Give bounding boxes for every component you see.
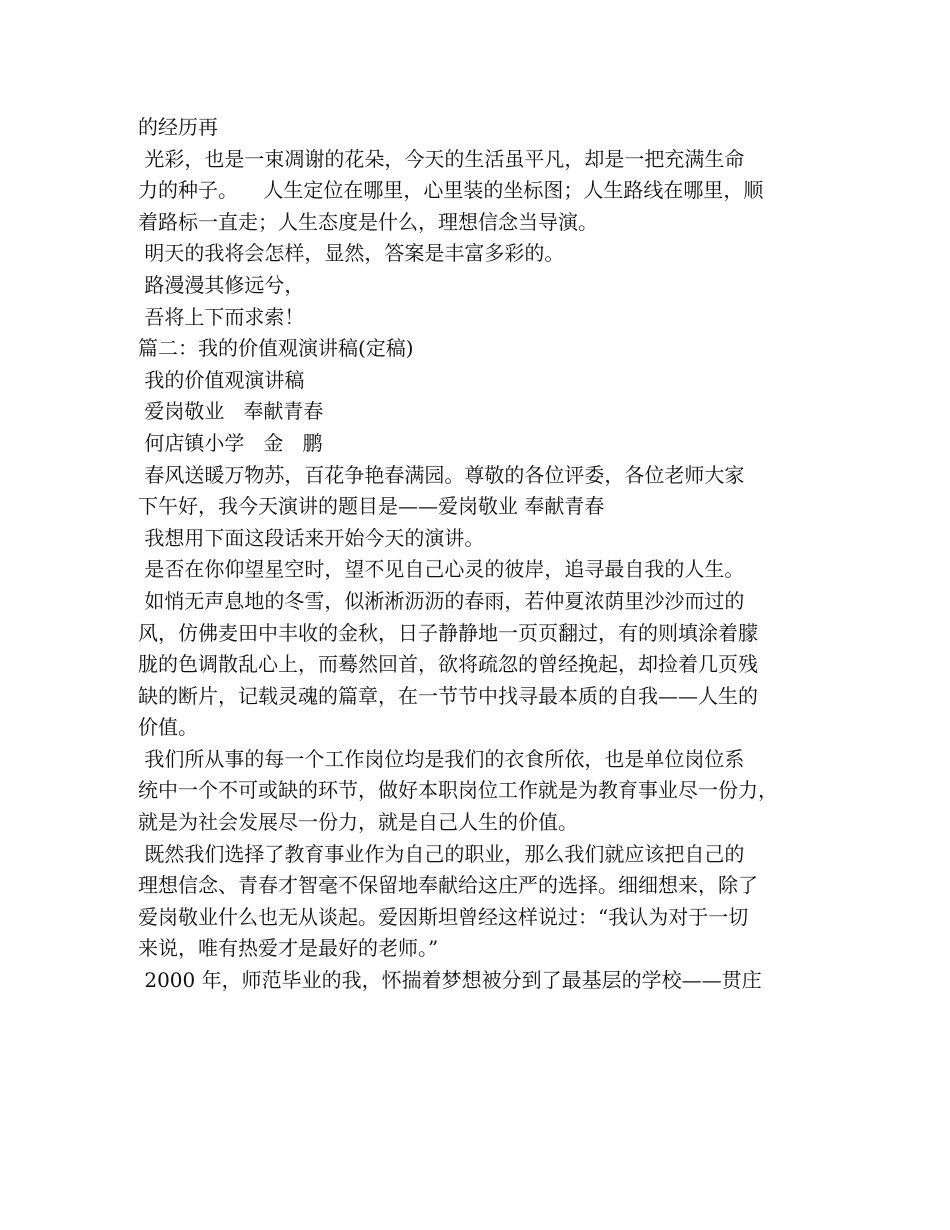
text-line: 如悄无声息地的冬雪，似淅淅沥沥的春雨，若仲夏浓荫里沙沙而过的 bbox=[138, 588, 745, 613]
text-line: 的经历再 bbox=[138, 115, 218, 139]
text-line: 就是为社会发展尽一份力，就是自己人生的价值。 bbox=[138, 810, 578, 835]
text-line: 明天的我将会怎样，显然，答案是丰富多彩的。 bbox=[138, 241, 565, 266]
text-line: 下午好，我今天演讲的题目是——爱岗敬业 奉献青春 bbox=[138, 494, 605, 519]
text-line: 价值。 bbox=[138, 715, 198, 740]
speech-title: 我的价值观演讲稿 bbox=[138, 367, 305, 392]
text-line: 胧的色调散乱心上，而蓦然回首，欲将疏忽的曾经挽起，却捡着几页残 bbox=[138, 652, 758, 677]
text-line: 我想用下面这段话来开始今天的演讲。 bbox=[138, 525, 485, 550]
text-line: 着路标一直走；人生态度是什么，理想信念当导演。 bbox=[138, 209, 598, 234]
text-line: 春风送暖万物苏，百花争艳春满园。尊敬的各位评委，各位老师大家 bbox=[138, 462, 745, 487]
text-line: 吾将上下而求索！ bbox=[138, 304, 305, 329]
text-line: 路漫漫其修远兮， bbox=[138, 272, 305, 297]
text-line: 2000 年，师范毕业的我，怀揣着梦想被分到了最基层的学校——贯庄 bbox=[138, 968, 762, 993]
text-line: 力的种子。 人生定位在哪里，心里装的坐标图；人生路线在哪里，顺 bbox=[138, 178, 764, 203]
text-line: 缺的断片，记载灵魂的篇章，在一节节中找寻最本质的自我——人生的 bbox=[138, 683, 758, 708]
text-line: 是否在你仰望星空时，望不见自己心灵的彼岸，追寻最自我的人生。 bbox=[138, 557, 745, 582]
text-line: 我们所从事的每一个工作岗位均是我们的衣食所依，也是单位岗位系 bbox=[138, 746, 745, 771]
speech-subtitle: 爱岗敬业 奉献青春 bbox=[138, 399, 324, 424]
text-line: 既然我们选择了教育事业作为自己的职业，那么我们就应该把自己的 bbox=[138, 841, 745, 866]
text-line: 爱岗敬业什么也无从谈起。爱因斯坦曾经这样说过：“我认为对于一切 bbox=[138, 904, 749, 929]
author-line: 何店镇小学 金 鹏 bbox=[138, 430, 323, 455]
text-line: 统中一个不可或缺的环节，做好本职岗位工作就是为教育事业尽一份力， bbox=[138, 778, 778, 803]
text-line: 理想信念、青春才智毫不保留地奉献给这庄严的选择。细细想来，除了 bbox=[138, 873, 758, 898]
text-line: 来说，唯有热爱才是最好的老师。” bbox=[138, 936, 439, 961]
text-line: 光彩，也是一束凋谢的花朵，今天的生活虽平凡，却是一把充满生命 bbox=[138, 146, 745, 171]
text-line: 风，仿佛麦田中丰收的金秋，日子静静地一页页翻过，有的则填涂着朦 bbox=[138, 620, 758, 645]
section-heading: 篇二：我的价值观演讲稿(定稿) bbox=[138, 336, 414, 361]
